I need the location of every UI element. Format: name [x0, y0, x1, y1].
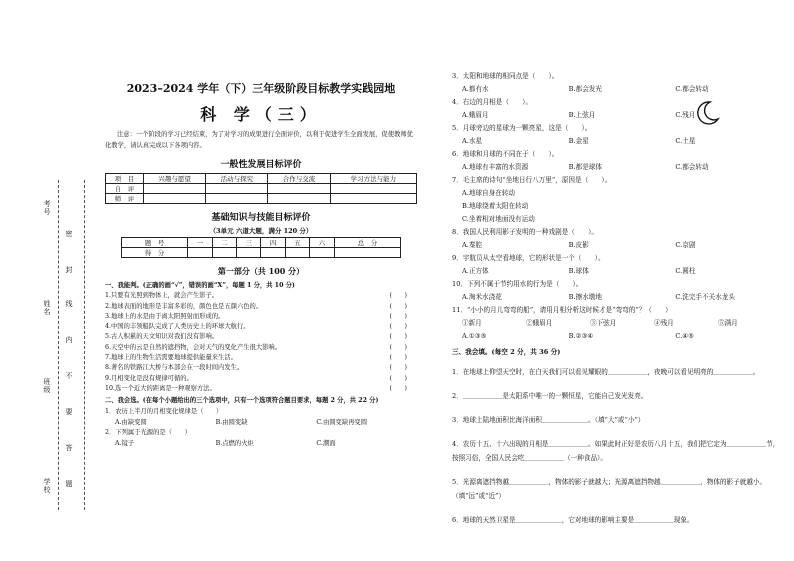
- choice-question: 1．农历上半月的月相变化规律是（ ）: [105, 407, 223, 415]
- seal-char: 不: [65, 372, 73, 380]
- option[interactable]: B.都是球体: [568, 163, 602, 171]
- option[interactable]: A.都有水: [462, 85, 489, 93]
- option[interactable]: A.镜子: [115, 440, 135, 448]
- binding-line-1: [58, 180, 59, 510]
- table-header: 四: [261, 238, 285, 248]
- row-label: 得 分: [121, 248, 188, 258]
- part-one-title: 第一部分（共 100 分）: [217, 266, 305, 276]
- option[interactable]: A.蛾眉月: [462, 111, 489, 119]
- table-cell[interactable]: [330, 194, 416, 204]
- table-header: 题 号: [121, 238, 188, 248]
- left-column: [105, 70, 417, 449]
- option[interactable]: C.由圆变缺再变圆: [316, 418, 368, 426]
- option[interactable]: B.地球绕着太阳在转动: [462, 202, 529, 210]
- seal-char: 封: [65, 266, 73, 274]
- choice-options: [452, 265, 782, 278]
- choice-question: 9．宇航员从太空看地球，它的形状是一个（ ）。: [452, 254, 605, 262]
- option[interactable]: C.都会转动: [675, 85, 709, 93]
- option: ③下弦月: [590, 319, 617, 327]
- table-cell[interactable]: [144, 194, 206, 204]
- option[interactable]: B.擦水墩地: [568, 293, 602, 301]
- option[interactable]: B.由圆变缺: [215, 418, 248, 426]
- option[interactable]: B.球体: [568, 267, 589, 275]
- answer-paren[interactable]: ( ): [389, 333, 407, 341]
- table-header: 五: [285, 238, 309, 248]
- table-header: 三: [237, 238, 261, 248]
- option[interactable]: C.坐着相对地面没有运动: [462, 215, 535, 223]
- table-cell[interactable]: [206, 184, 268, 194]
- seal-char: 题: [65, 480, 73, 488]
- school-label: 学校: [43, 478, 51, 494]
- list-item: 1.只要有光照到物体上，就会产生影子。 ( ): [105, 291, 417, 301]
- choice-question: 10．下列不属于节约用水的行为是（ ）。: [452, 280, 583, 288]
- answer-paren[interactable]: ( ): [389, 323, 407, 331]
- class-label: 班级: [43, 378, 51, 394]
- option[interactable]: B.都会发光: [568, 85, 602, 93]
- choice-options: [452, 317, 782, 330]
- answer-paren[interactable]: ( ): [389, 343, 407, 351]
- score-cell[interactable]: [285, 248, 309, 258]
- score-cell[interactable]: [261, 248, 285, 258]
- option[interactable]: A.由缺变圆: [115, 418, 147, 426]
- choice-question: 6．地球和月球的不同在于（ ）。: [452, 150, 559, 158]
- choice-question: 8．我国人民利用影子发明的一种戏剧是（ ）。: [452, 228, 598, 236]
- option[interactable]: B.皮影: [568, 241, 589, 249]
- choice-options: [105, 417, 417, 428]
- list-item: 8.著名的铁路江大桥与本部会在一段时间内发生。 ( ): [105, 363, 417, 373]
- choice-question: 4．右边的月相是（ ）。: [452, 98, 533, 106]
- seal-char: 要: [65, 408, 73, 416]
- list-item: 6.天空中的云是自然的遮挡物，会对天气的变化产生很大影响。 ( ): [105, 343, 417, 353]
- option[interactable]: C.潮面: [316, 440, 336, 448]
- option: ⑤满月: [718, 319, 738, 327]
- general-eval-title: 一般性发展目标评价: [220, 160, 302, 170]
- option[interactable]: B.上弦月: [568, 111, 596, 119]
- fill-question[interactable]: 2．＿＿＿＿＿＿是太阳系中唯一的一颗恒星，它能自己发光发亮。: [452, 392, 648, 400]
- option[interactable]: A.正方体: [462, 267, 489, 275]
- option[interactable]: A.①③⑤: [462, 332, 487, 340]
- table-header: 二: [212, 238, 236, 248]
- option[interactable]: C.都会转动: [675, 163, 709, 171]
- option[interactable]: C.④⑤: [675, 332, 695, 340]
- score-cell[interactable]: [212, 248, 236, 258]
- table-header: 一: [188, 238, 212, 248]
- table-header: 总 分: [334, 238, 401, 248]
- right-column: [452, 70, 782, 537]
- choice-options: [452, 239, 782, 252]
- seal-char: 内: [65, 336, 73, 344]
- option[interactable]: C.洗完手不关水龙头: [675, 293, 735, 301]
- option[interactable]: B.金星: [568, 137, 589, 145]
- score-cell[interactable]: [237, 248, 261, 258]
- option: ④残月: [654, 319, 674, 327]
- exam-title: 2023–2024 学年（下）三年级阶段目标教学实践园地: [126, 82, 396, 95]
- judge-section-title: 一、我能判。(正确的画“√”，错误的画“X”，每题 1 分，共 10 分): [105, 282, 295, 289]
- option[interactable]: C.京剧: [675, 241, 696, 249]
- seal-char: 线: [65, 300, 73, 308]
- table-header: 合作与交流: [268, 174, 330, 184]
- option[interactable]: B.点燃的火炬: [215, 440, 254, 448]
- table-cell[interactable]: [268, 184, 330, 194]
- list-item: 10.选一个近大的距离是一种观察方法。 ( ): [105, 384, 417, 394]
- instructions-note: 注意：一个阶段的学习已经结束，为了对学习的成果进行全面评价，以利于促进学生全面发展，促使教师优化教学，请认真完成以下各项内容。: [105, 131, 413, 149]
- option[interactable]: A.淘米水浇花: [462, 293, 502, 301]
- table-cell[interactable]: [144, 184, 206, 194]
- choice-question: 2．下列属于光源的是（ ）: [105, 428, 191, 436]
- option[interactable]: A.地球自身在转动: [462, 189, 516, 197]
- answer-paren[interactable]: ( ): [389, 354, 407, 362]
- list-item: 5.古人积累的天文知识对我们没有影响。 ( ): [105, 332, 417, 342]
- basic-eval-title: 基础知识与技能目标评价: [211, 213, 311, 223]
- table-cell[interactable]: [206, 194, 268, 204]
- option: ①新月: [462, 319, 482, 327]
- choice-options: [452, 291, 782, 304]
- choice-options: [105, 438, 417, 449]
- answer-paren[interactable]: ( ): [389, 374, 407, 382]
- table-header: 活动与探究: [206, 174, 268, 184]
- fill-section-title: 三、我会填。(每空 2 分，共 36 分): [452, 348, 561, 356]
- table-header: 六: [310, 238, 334, 248]
- answer-paren[interactable]: ( ): [389, 292, 407, 300]
- choice-section-title: 二、我会选。(在每个小题给出的三个选项中，只有一个选项符合题目要求，每题 2 分，共 22 分): [105, 397, 379, 405]
- choice-question: 5．月球旁边的星球为一颗亮星，这是（ ）。: [452, 124, 592, 132]
- option[interactable]: C.土星: [675, 137, 696, 145]
- binding-margin: [0, 0, 92, 561]
- choice-options: [452, 83, 782, 96]
- table-row: [106, 184, 417, 194]
- row-label: 师 评: [106, 194, 144, 204]
- judge-list: [105, 291, 417, 394]
- score-cell[interactable]: [188, 248, 212, 258]
- choice-question: 11．“小小的月儿弯弯的船”，请用月相分析这时候才是“弯弯的”？（ ）: [452, 306, 672, 314]
- table-row: [121, 248, 401, 258]
- name-label: 姓名: [43, 300, 51, 316]
- option[interactable]: C.残月: [675, 111, 696, 119]
- score-cell[interactable]: [310, 248, 334, 258]
- general-eval-table: [105, 173, 417, 204]
- table-header: 兴趣与愿望: [144, 174, 206, 184]
- fill-question[interactable]: 6．地球的天然卫星是＿＿＿＿＿＿＿，它对地球的影响主要是＿＿＿＿＿＿现象。: [452, 516, 694, 524]
- score-cell[interactable]: [334, 248, 401, 258]
- table-row: [121, 238, 401, 248]
- list-item: 7.地球上的生物生活需要地球提供能量来生活。 ( ): [105, 353, 417, 363]
- score-table: [121, 237, 402, 258]
- choice-options: [452, 161, 782, 174]
- fill-question[interactable]: 5．光源离遮挡物越＿＿＿＿＿＿，物体的影子就越大；光源离遮挡物越＿＿＿＿＿＿，物体的影子就越小。（填“远”或“近”）: [452, 478, 767, 500]
- list-item: 4.中国的丰领船队完成了人类历史上的环球大航行。 ( ): [105, 322, 417, 332]
- fill-question[interactable]: 3．地球上陆地面积比海洋面积＿＿＿＿＿＿＿。（填“大”或“小”）: [452, 416, 645, 424]
- table-row: [106, 194, 417, 204]
- answer-paren[interactable]: ( ): [389, 364, 407, 372]
- fill-question[interactable]: 4．农历十五、十六出现的月相是＿＿＿＿＿＿。如果此时正好是农历八月十五，我们把它定为＿＿＿＿＿＿节，按照习俗，全国人民会吃＿＿＿＿＿＿（一种食品）。: [452, 440, 780, 462]
- option[interactable]: B.②③④: [568, 332, 594, 340]
- table-row: [106, 174, 417, 184]
- exam-subtitle: 科 学（三）: [200, 105, 322, 124]
- answer-paren[interactable]: ( ): [389, 312, 407, 320]
- table-cell[interactable]: [330, 184, 416, 194]
- option[interactable]: A.秦腔: [462, 241, 483, 249]
- table-header: 项 目: [106, 174, 144, 184]
- list-item: 2.地球表面的地形是丰富多彩的，颜色也是五颜六色的。 ( ): [105, 302, 417, 312]
- seal-char: 密: [65, 230, 73, 238]
- seal-char: 答: [65, 444, 73, 452]
- score-info: （3单元 六道大题，满分 120 分）: [209, 227, 313, 235]
- list-item: 3.地球上的水是由于离太阳照射而形成的。 ( ): [105, 312, 417, 322]
- choice-options: [452, 135, 782, 148]
- exam-number-label: 考号: [43, 200, 51, 216]
- fill-question[interactable]: 1．在地球上仰望天空时，在白天我们可以看见耀眼的＿＿＿＿＿＿，夜晚可以看见明亮的＿＿＿＿＿＿。: [452, 368, 760, 376]
- row-label: 自 评: [106, 184, 144, 194]
- choice-options: [452, 109, 782, 122]
- list-item: 9.月相变化是没有规律可循的。 ( ): [105, 374, 417, 384]
- table-cell[interactable]: [268, 194, 330, 204]
- choice-options: [452, 330, 782, 343]
- table-header: 学习方法与能力: [330, 174, 416, 184]
- choice-question: 7．毛主席的诗句“坐地日行八万里”，原因是（ ）。: [452, 176, 612, 184]
- answer-paren[interactable]: ( ): [389, 302, 407, 310]
- option[interactable]: A.水星: [462, 137, 483, 145]
- binding-line-2: [84, 180, 85, 510]
- choice-question: 3．太阳和地球的相同点是（ ）。: [452, 72, 559, 80]
- option[interactable]: C.圆柱: [675, 267, 696, 275]
- answer-paren[interactable]: ( ): [389, 384, 407, 392]
- option: ②蛾眉月: [526, 319, 553, 327]
- option[interactable]: A.地球有丰富的水资源: [462, 163, 529, 171]
